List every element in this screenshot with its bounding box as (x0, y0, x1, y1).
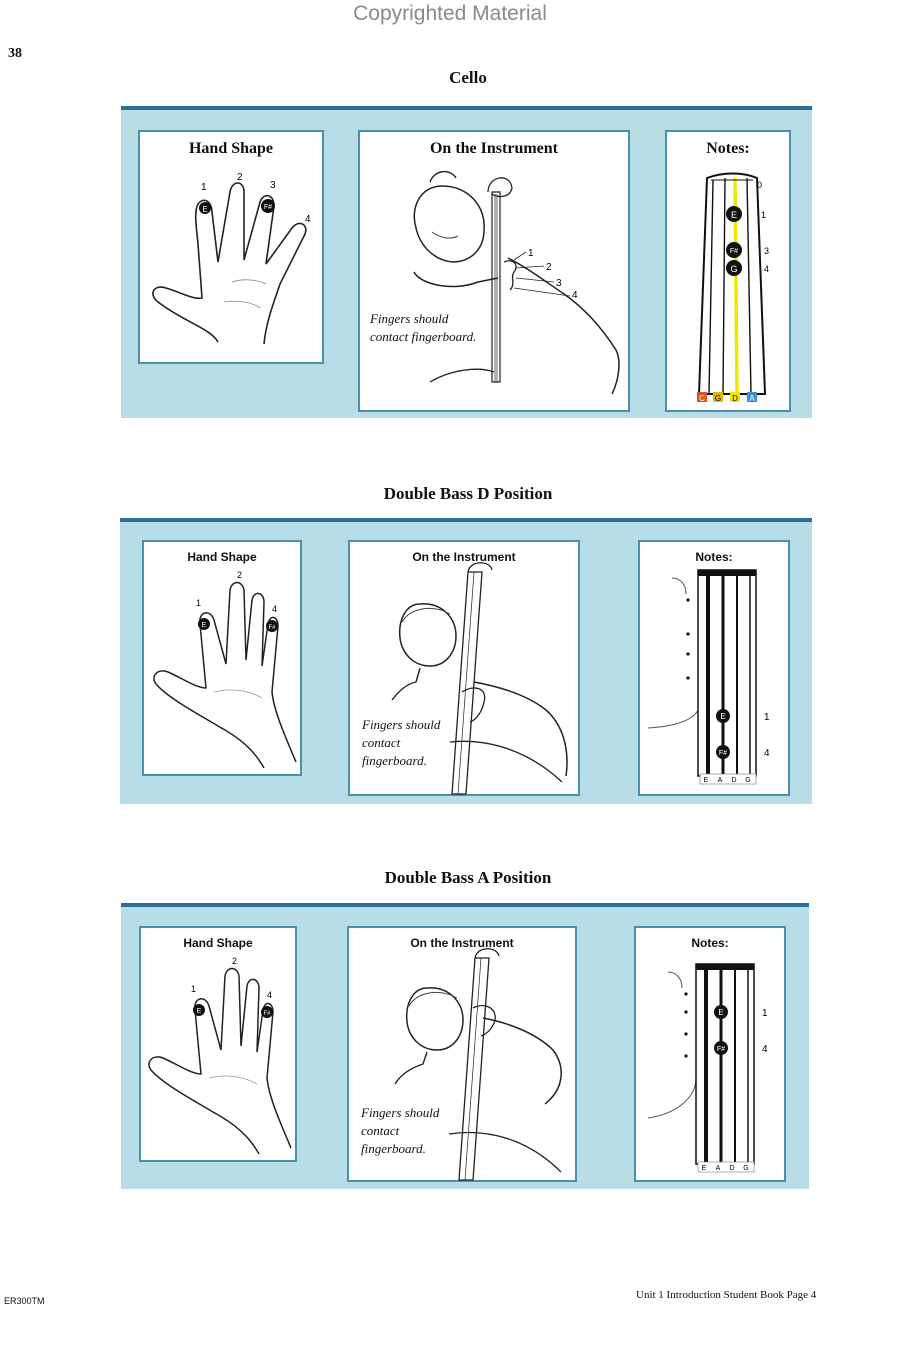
fret-number: 4 (762, 1044, 768, 1055)
hand-illustration (144, 542, 304, 778)
finger-number: 4 (272, 604, 278, 614)
cello-fingerboard (667, 132, 793, 414)
svg-text:F#: F# (729, 248, 739, 255)
finger-number: 1 (191, 984, 197, 994)
hand-shape-title: Hand Shape (183, 936, 253, 950)
notes-box (665, 130, 791, 412)
fret-number: 4 (764, 748, 770, 759)
svg-text:C: C (699, 394, 705, 403)
page-number: 38 (8, 46, 22, 61)
finger-number: 1 (528, 248, 534, 259)
svg-text:D: D (732, 394, 738, 403)
svg-text:A: A (749, 394, 755, 403)
section-title-bass-a: Double Bass A Position (384, 868, 552, 887)
notes-title: Notes: (706, 140, 750, 157)
section-title-cello: Cello (449, 68, 487, 87)
svg-text:E: E (720, 712, 726, 721)
instrument-title: On the Instrument (429, 140, 558, 157)
finger-number: 1 (196, 598, 202, 608)
svg-text:F#: F# (263, 204, 273, 211)
instrument-caption: Fingers should contact fingerboard. (361, 1105, 440, 1156)
finger-number: 3 (270, 180, 276, 191)
footer-page-ref: Unit 1 Introduction Student Book Page 4 (636, 1289, 817, 1301)
svg-text:F#: F# (268, 625, 276, 631)
panel-cello (121, 106, 812, 418)
footer-code: ER300TM (4, 1296, 45, 1306)
hand-illustration (141, 928, 299, 1164)
bass-fingerboard (636, 928, 788, 1184)
fret-number: 4 (764, 264, 770, 274)
string-label: G (745, 777, 751, 784)
svg-text:F#: F# (716, 1046, 726, 1053)
svg-text:E: E (730, 210, 738, 220)
instrument-box (348, 540, 580, 796)
instrument-title: On the Instrument (410, 936, 514, 950)
hand-shape-box (139, 926, 297, 1162)
notes-box (634, 926, 786, 1182)
string-label: A (715, 1165, 721, 1172)
section-title-bass-d: Double Bass D Position (383, 484, 553, 503)
svg-text:F#: F# (263, 1011, 271, 1017)
finger-number: 2 (546, 262, 552, 273)
instrument-caption: Fingers should contact fingerboard. (370, 311, 477, 344)
finger-number: 2 (237, 570, 243, 580)
hand-shape-title: Hand Shape (188, 140, 274, 157)
svg-text:G: G (714, 394, 722, 403)
string-label: A (717, 777, 723, 784)
hand-shape-title: Hand Shape (187, 550, 257, 564)
fret-number: 1 (764, 712, 770, 723)
svg-text:E: E (201, 622, 207, 629)
svg-text:E: E (718, 1008, 724, 1017)
finger-number: 4 (267, 990, 273, 1000)
string-label: D (729, 1165, 735, 1172)
instrument-caption: Fingers should contact fingerboard. (362, 717, 441, 768)
string-label: G (743, 1165, 749, 1172)
watermark: Copyrighted Material (353, 2, 547, 25)
finger-number: 3 (556, 278, 562, 289)
panel-bass-d (120, 518, 812, 804)
svg-text:E: E (202, 205, 208, 214)
hand-shape-box (142, 540, 302, 776)
hand-shape-box (138, 130, 324, 364)
finger-number: 2 (237, 172, 243, 183)
instrument-box (347, 926, 577, 1182)
string-label: E (701, 1165, 707, 1172)
bass-fingerboard (640, 542, 792, 798)
string-label: D (731, 777, 737, 784)
finger-number: 4 (305, 214, 311, 225)
notes-title: Notes: (691, 936, 729, 950)
notes-title: Notes: (695, 550, 733, 564)
svg-text:F#: F# (718, 750, 728, 757)
panel-bass-a (121, 903, 809, 1189)
string-label: E (703, 777, 709, 784)
fret-number: 1 (762, 1008, 768, 1019)
notes-box (638, 540, 790, 796)
fret-number: 1 (761, 210, 767, 220)
instrument-box (358, 130, 630, 412)
fret-number: 3 (764, 246, 770, 256)
hand-illustration (140, 132, 326, 366)
finger-number: 2 (232, 956, 238, 966)
svg-text:E: E (196, 1008, 202, 1015)
fret-number: 0 (757, 180, 763, 190)
instrument-title: On the Instrument (412, 550, 516, 564)
cellist-illustration (360, 132, 632, 414)
svg-text:G: G (730, 264, 738, 274)
finger-number: 4 (572, 290, 578, 301)
finger-number: 1 (201, 182, 207, 193)
